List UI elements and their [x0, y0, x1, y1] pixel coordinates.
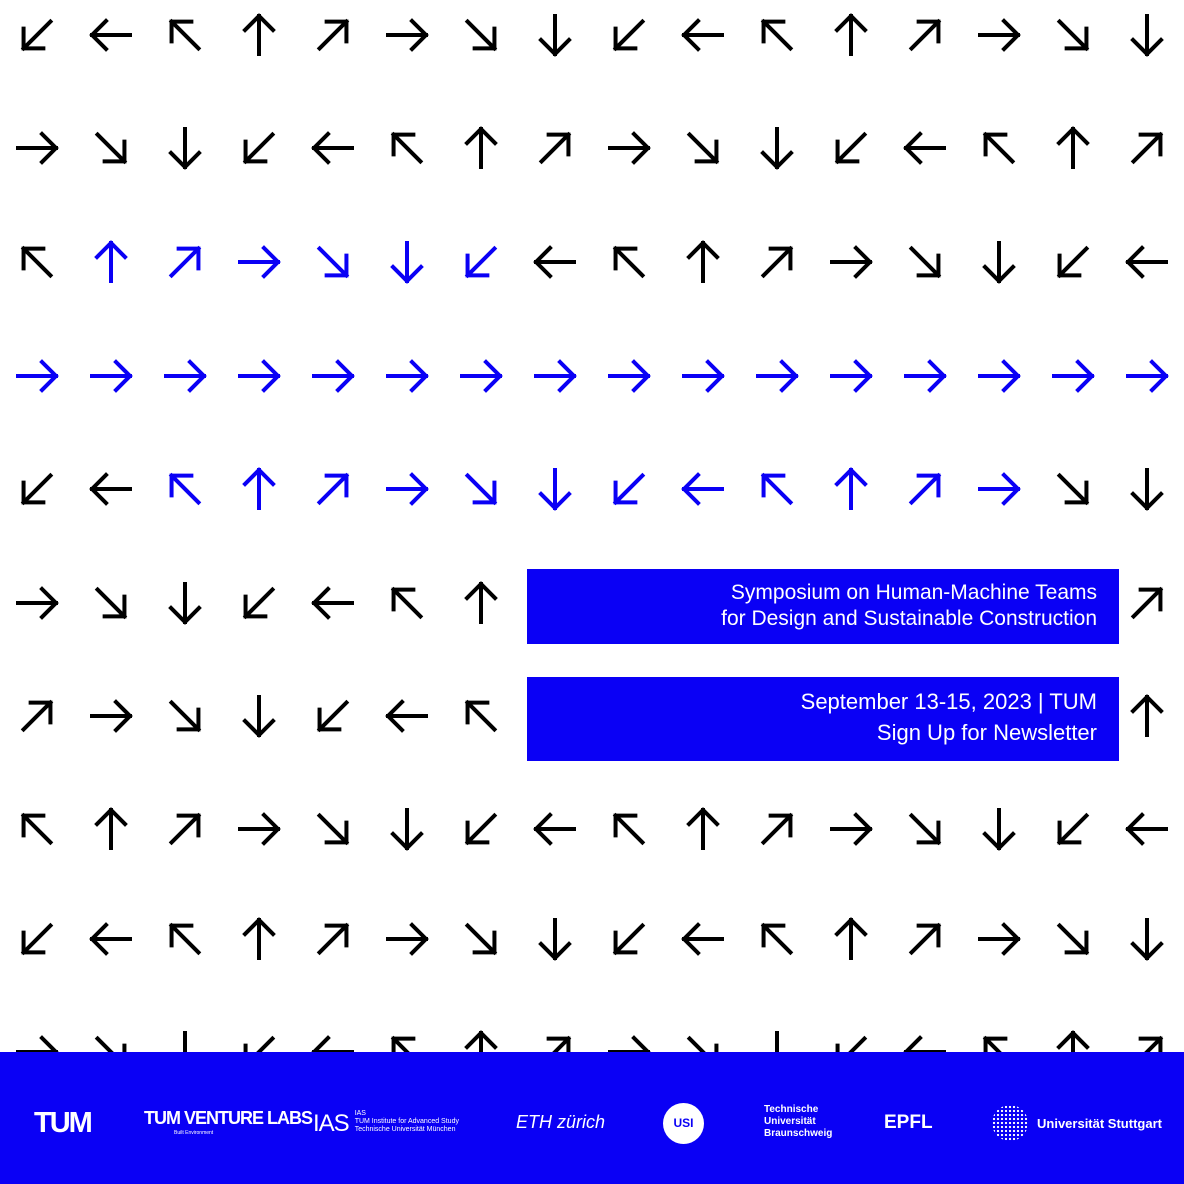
arrow-icon [235, 1028, 283, 1052]
arrow-icon [87, 805, 135, 853]
arrow-icon [1123, 11, 1171, 59]
arrow-icon [13, 579, 61, 627]
arrow-icon [457, 465, 505, 513]
arrow-icon [1049, 805, 1097, 853]
arrow-icon [13, 352, 61, 400]
arrow-icon [605, 238, 653, 286]
arrow-icon [679, 1028, 727, 1052]
arrow-icon [235, 915, 283, 963]
arrow-icon [531, 915, 579, 963]
arrow-icon [457, 692, 505, 740]
arrow-icon [383, 805, 431, 853]
arrow-icon [1049, 352, 1097, 400]
eth-zurich-logo: ETH zürich [516, 1112, 606, 1132]
arrow-icon [457, 915, 505, 963]
arrow-icon [161, 579, 209, 627]
arrow-icon [235, 124, 283, 172]
arrow-icon [827, 238, 875, 286]
tu-braunschweig-logo: Technische Universität Braunschweig [764, 1104, 833, 1139]
arrow-icon [383, 579, 431, 627]
partner-logos-footer [0, 1052, 1184, 1184]
ias-logo: IAS IAS TUM Institute for Advanced Study Technische Universität München [313, 1110, 459, 1137]
arrow-icon [309, 124, 357, 172]
arrow-icon [679, 352, 727, 400]
arrow-icon [1123, 124, 1171, 172]
arrow-icon [87, 238, 135, 286]
arrow-icon [827, 11, 875, 59]
arrow-icon [13, 692, 61, 740]
arrow-icon [161, 124, 209, 172]
arrow-icon [87, 579, 135, 627]
arrow-icon [901, 805, 949, 853]
arrow-icon [383, 11, 431, 59]
arrow-icon [753, 805, 801, 853]
arrow-icon [457, 124, 505, 172]
arrow-icon [679, 124, 727, 172]
arrow-icon [13, 11, 61, 59]
arrow-icon [753, 124, 801, 172]
usi-logo: USI [663, 1103, 704, 1144]
arrow-icon [605, 1028, 653, 1052]
arrow-icon [531, 352, 579, 400]
arrow-icon [1049, 915, 1097, 963]
arrow-icon [309, 579, 357, 627]
arrow-icon [235, 805, 283, 853]
arrow-icon [605, 915, 653, 963]
arrow-icon [531, 11, 579, 59]
arrow-icon [753, 1028, 801, 1052]
arrow-icon [383, 124, 431, 172]
arrow-icon [309, 11, 357, 59]
arrow-icon [975, 805, 1023, 853]
symposium-title-box [527, 569, 1119, 644]
arrow-icon [87, 11, 135, 59]
arrow-icon [827, 915, 875, 963]
arrow-icon [753, 11, 801, 59]
arrow-icon [87, 352, 135, 400]
arrow-icon [901, 352, 949, 400]
arrow-icon [901, 238, 949, 286]
arrow-icon [679, 915, 727, 963]
arrow-icon [309, 915, 357, 963]
arrow-icon [235, 579, 283, 627]
arrow-icon [161, 805, 209, 853]
arrow-icon [1049, 11, 1097, 59]
arrow-icon [901, 11, 949, 59]
arrow-icon [383, 1028, 431, 1052]
arrow-icon [1049, 465, 1097, 513]
date-and-signup-box [527, 677, 1119, 761]
arrow-icon [1049, 238, 1097, 286]
epfl-logo: EPFL [884, 1112, 933, 1133]
arrow-icon [901, 915, 949, 963]
arrow-icon [383, 915, 431, 963]
arrow-icon [13, 1028, 61, 1052]
arrow-icon [1123, 352, 1171, 400]
arrow-icon [1049, 124, 1097, 172]
arrow-icon [827, 124, 875, 172]
arrow-icon [161, 1028, 209, 1052]
arrow-icon [975, 1028, 1023, 1052]
arrow-icon [87, 915, 135, 963]
arrow-icon [827, 465, 875, 513]
arrow-icon [1123, 805, 1171, 853]
arrow-icon [531, 465, 579, 513]
arrow-icon [309, 1028, 357, 1052]
arrow-icon [383, 238, 431, 286]
arrow-icon [457, 805, 505, 853]
arrow-icon [383, 692, 431, 740]
arrow-icon [161, 692, 209, 740]
arrow-icon [235, 238, 283, 286]
arrow-icon [975, 915, 1023, 963]
arrow-icon [679, 238, 727, 286]
arrow-icon [87, 124, 135, 172]
arrow-icon [13, 124, 61, 172]
uni-stuttgart-logo: Universität Stuttgart [1037, 1116, 1162, 1131]
arrow-icon [13, 915, 61, 963]
arrow-icon [309, 352, 357, 400]
arrow-icon [235, 692, 283, 740]
arrow-icon [605, 352, 653, 400]
arrow-icon [753, 238, 801, 286]
arrow-icon [87, 692, 135, 740]
arrow-icon [975, 352, 1023, 400]
arrow-icon [235, 11, 283, 59]
newsletter-signup-link[interactable]: Sign Up for Newsletter [876, 720, 1097, 745]
arrow-icon [975, 238, 1023, 286]
arrow-icon [13, 238, 61, 286]
arrow-icon [605, 11, 653, 59]
tum-venture-labs-logo: TUM VENTURE LABS Built Environment [144, 1108, 312, 1136]
arrow-icon [161, 11, 209, 59]
arrow-icon [605, 124, 653, 172]
arrow-icon [1123, 1028, 1171, 1052]
arrow-icon [753, 352, 801, 400]
uni-stuttgart-emblem-icon [992, 1105, 1028, 1141]
arrow-icon [753, 465, 801, 513]
arrow-icon [679, 805, 727, 853]
arrow-icon [161, 352, 209, 400]
arrow-icon [605, 805, 653, 853]
arrow-icon [679, 11, 727, 59]
arrow-icon [87, 465, 135, 513]
arrow-icon [13, 805, 61, 853]
arrow-icon [975, 465, 1023, 513]
arrow-icon [161, 238, 209, 286]
arrow-icon [1123, 238, 1171, 286]
arrow-icon [457, 352, 505, 400]
title-line-2: for Design and Sustainable Construction [721, 607, 1097, 630]
arrow-icon [235, 352, 283, 400]
tum-logo: TUM [34, 1107, 91, 1139]
arrow-icon [161, 915, 209, 963]
arrow-icon [457, 579, 505, 627]
event-date: September 13-15, 2023 | TUM [800, 689, 1097, 714]
arrow-icon [975, 124, 1023, 172]
arrow-icon [1123, 465, 1171, 513]
arrow-icon [901, 465, 949, 513]
arrow-icon [827, 805, 875, 853]
arrow-icon [13, 465, 61, 513]
arrow-icon [309, 805, 357, 853]
arrow-icon [679, 465, 727, 513]
arrow-icon [235, 465, 283, 513]
arrow-icon [1123, 915, 1171, 963]
arrow-icon [605, 465, 653, 513]
arrow-icon [457, 238, 505, 286]
arrow-icon [457, 1028, 505, 1052]
arrow-icon [827, 352, 875, 400]
arrow-icon [1049, 1028, 1097, 1052]
arrow-icon [309, 238, 357, 286]
arrow-icon [975, 11, 1023, 59]
arrow-icon [87, 1028, 135, 1052]
arrow-icon [161, 465, 209, 513]
arrow-icon [531, 238, 579, 286]
arrow-icon [383, 465, 431, 513]
arrow-icon [309, 692, 357, 740]
arrow-icon [309, 465, 357, 513]
title-line-1: Symposium on Human-Machine Teams [730, 581, 1097, 604]
arrow-icon [457, 11, 505, 59]
arrow-icon [827, 1028, 875, 1052]
arrow-icon [531, 805, 579, 853]
arrow-icon [901, 1028, 949, 1052]
arrow-icon [753, 915, 801, 963]
arrow-icon [383, 352, 431, 400]
arrow-icon [531, 1028, 579, 1052]
arrow-icon [1123, 692, 1171, 740]
arrow-icon [901, 124, 949, 172]
arrow-icon [531, 124, 579, 172]
arrow-icon [1123, 579, 1171, 627]
